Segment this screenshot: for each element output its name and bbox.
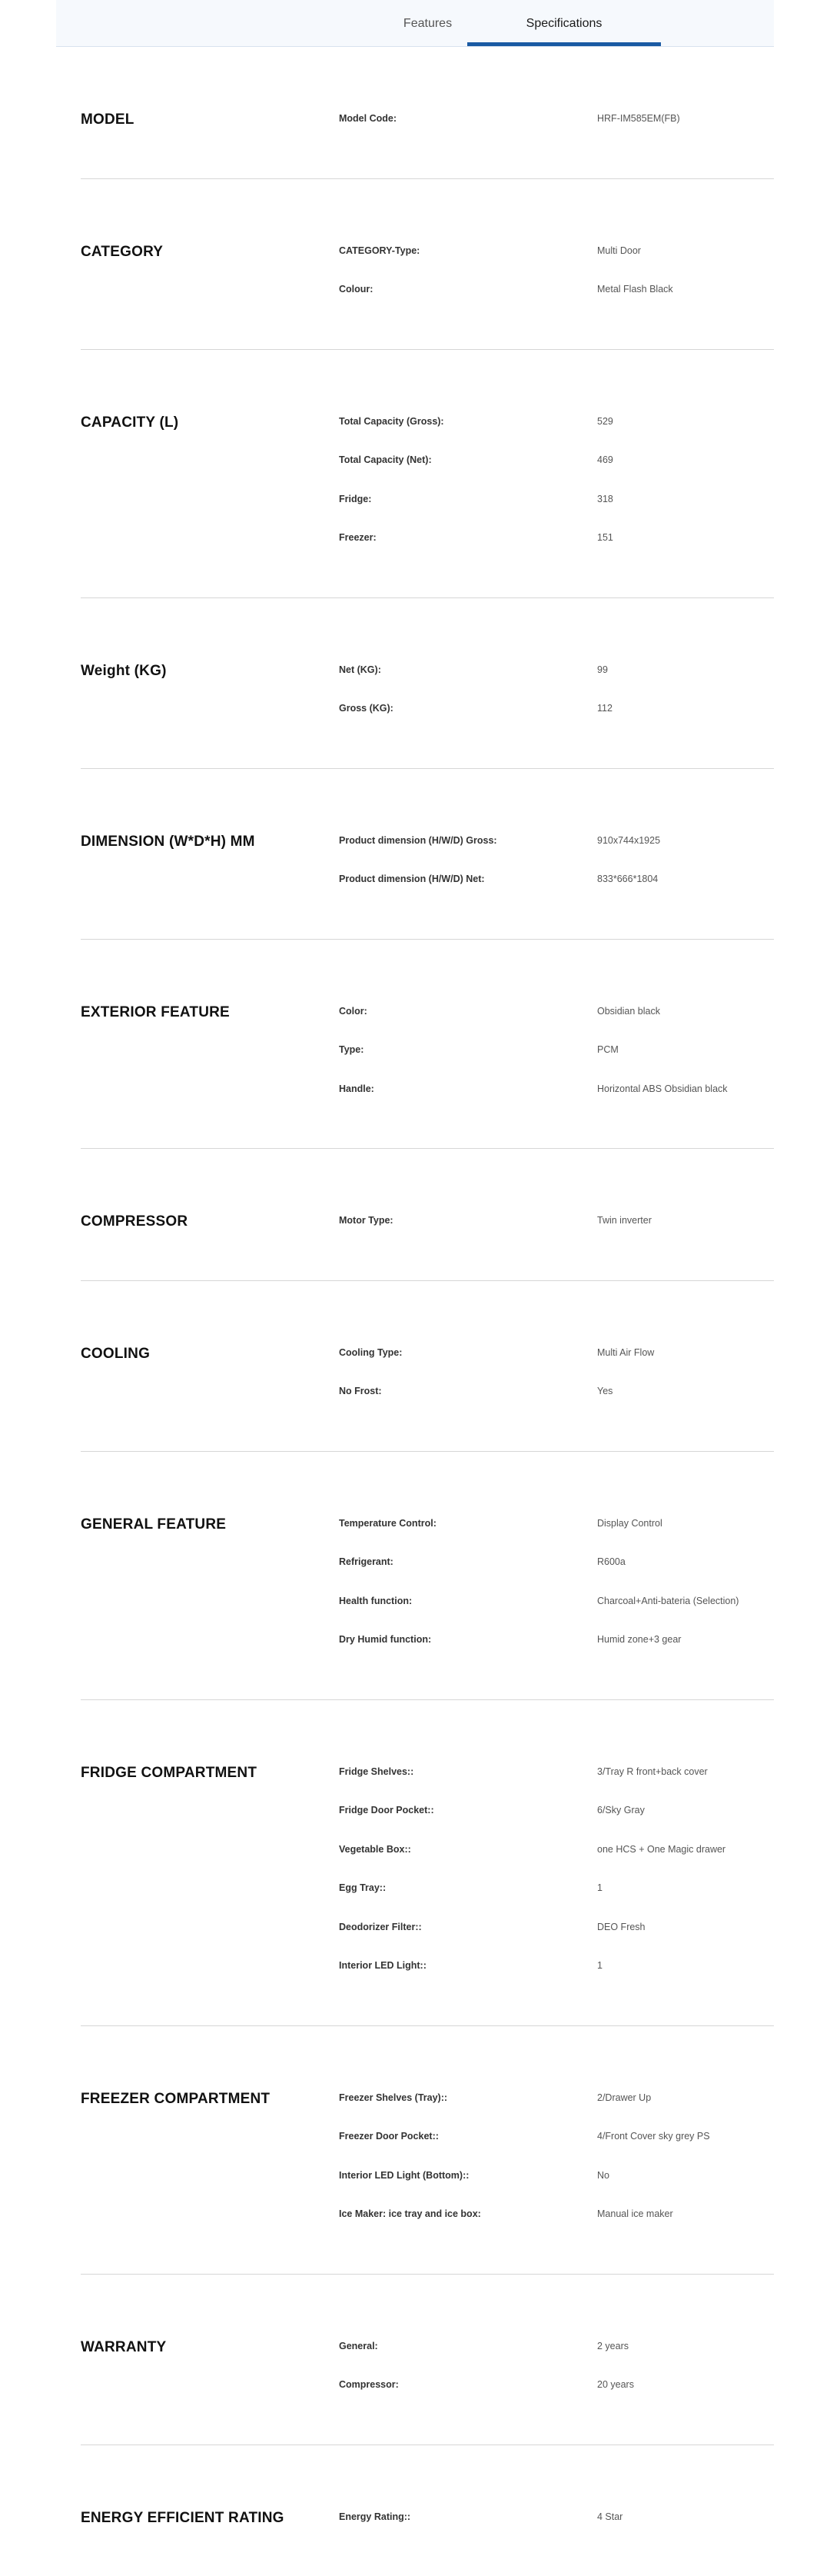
spec-label: Colour: — [339, 283, 373, 295]
spec-row — [81, 531, 774, 571]
spec-row — [81, 1921, 774, 1960]
spec-row — [81, 2378, 774, 2418]
spec-label: CATEGORY-Type: — [339, 245, 420, 257]
spec-label: General: — [339, 2340, 378, 2352]
spec-row — [81, 1633, 774, 1672]
spec-row — [81, 1766, 774, 1805]
spec-label: No Frost: — [339, 1385, 382, 1397]
spec-section-warranty — [81, 2275, 774, 2445]
spec-row — [81, 873, 774, 912]
section-title: MODEL — [81, 111, 134, 128]
spec-label: Motor Type: — [339, 1214, 393, 1226]
spec-value: Multi Air Flow — [597, 1346, 654, 1359]
spec-row — [81, 1005, 774, 1044]
spec-row — [81, 1843, 774, 1882]
spec-label: Handle: — [339, 1083, 374, 1095]
tab-features[interactable]: Features — [348, 0, 507, 47]
spec-label: Energy Rating:: — [339, 2511, 410, 2523]
spec-value: 3/Tray R front+back cover — [597, 1766, 708, 1778]
section-title: WARRANTY — [81, 2339, 166, 2356]
spec-row — [81, 1556, 774, 1595]
spec-row — [81, 664, 774, 703]
spec-row — [81, 112, 774, 151]
spec-value: 20 years — [597, 2378, 634, 2391]
spec-row — [81, 1882, 774, 1921]
spec-label: Ice Maker: ice tray and ice box: — [339, 2208, 481, 2220]
spec-row — [81, 245, 774, 284]
section-title: FRIDGE COMPARTMENT — [81, 1765, 257, 1782]
spec-value: 151 — [597, 531, 613, 544]
section-title: EXTERIOR FEATURE — [81, 1004, 230, 1021]
section-title: GENERAL FEATURE — [81, 1516, 226, 1533]
spec-row — [81, 2092, 774, 2131]
spec-section-category — [81, 179, 774, 350]
spec-label: Compressor: — [339, 2378, 399, 2391]
tab-bar — [56, 0, 774, 47]
spec-row — [81, 1083, 774, 1122]
spec-section-exterior-feature — [81, 940, 774, 1150]
spec-row — [81, 1517, 774, 1556]
section-title: Weight (KG) — [81, 663, 167, 680]
spec-row — [81, 493, 774, 532]
specifications-list — [81, 47, 774, 2576]
active-tab-indicator — [467, 42, 661, 46]
spec-label: Product dimension (H/W/D) Gross: — [339, 834, 497, 847]
spec-label: Cooling Type: — [339, 1346, 402, 1359]
spec-row — [81, 1959, 774, 1999]
spec-label: Type: — [339, 1043, 364, 1056]
spec-label: Fridge Door Pocket:: — [339, 1804, 434, 1816]
spec-row — [81, 283, 774, 322]
spec-value: Humid zone+3 gear — [597, 1633, 681, 1646]
spec-label: Fridge Shelves:: — [339, 1766, 413, 1778]
spec-label: Gross (KG): — [339, 702, 393, 714]
spec-row — [81, 2511, 774, 2550]
spec-section-energy-efficient-rating — [81, 2445, 774, 2576]
section-title: COMPRESSOR — [81, 1213, 188, 1230]
spec-row — [81, 1804, 774, 1843]
spec-section-compressor — [81, 1149, 774, 1281]
spec-value: Metal Flash Black — [597, 283, 673, 295]
section-title: FREEZER COMPARTMENT — [81, 2091, 270, 2108]
spec-row — [81, 2208, 774, 2247]
spec-row — [81, 2130, 774, 2169]
spec-value: 2/Drawer Up — [597, 2092, 651, 2104]
spec-value: DEO Fresh — [597, 1921, 646, 1933]
spec-row — [81, 1214, 774, 1253]
spec-value: R600a — [597, 1556, 626, 1568]
spec-row — [81, 1385, 774, 1424]
spec-value: HRF-IM585EM(FB) — [597, 112, 680, 125]
spec-label: Temperature Control: — [339, 1517, 437, 1529]
section-title: COOLING — [81, 1346, 150, 1363]
spec-value: PCM — [597, 1043, 619, 1056]
spec-value: 99 — [597, 664, 608, 676]
spec-section-fridge-compartment — [81, 1700, 774, 2026]
spec-value: 1 — [597, 1882, 603, 1894]
spec-section-capacity-l — [81, 350, 774, 598]
spec-label: Color: — [339, 1005, 367, 1017]
spec-row — [81, 2340, 774, 2379]
spec-value: Display Control — [597, 1517, 662, 1529]
spec-row — [81, 454, 774, 493]
spec-label: Freezer: — [339, 531, 377, 544]
spec-value: Yes — [597, 1385, 613, 1397]
spec-value: 318 — [597, 493, 613, 505]
section-title: DIMENSION (W*D*H) MM — [81, 834, 255, 850]
spec-row — [81, 2169, 774, 2208]
spec-value: Multi Door — [597, 245, 641, 257]
spec-label: Freezer Shelves (Tray):: — [339, 2092, 447, 2104]
spec-label: Net (KG): — [339, 664, 381, 676]
spec-value: 529 — [597, 415, 613, 428]
spec-value: 6/Sky Gray — [597, 1804, 645, 1816]
spec-row — [81, 1043, 774, 1083]
spec-section-model — [81, 47, 774, 179]
spec-label: Freezer Door Pocket:: — [339, 2130, 439, 2142]
spec-row — [81, 1346, 774, 1386]
spec-value: No — [597, 2169, 609, 2182]
spec-value: one HCS + One Magic drawer — [597, 1843, 725, 1855]
spec-value: 469 — [597, 454, 613, 466]
spec-section-weight-kg — [81, 598, 774, 769]
spec-value: Charcoal+Anti-bateria (Selection) — [597, 1595, 739, 1607]
spec-label: Total Capacity (Net): — [339, 454, 432, 466]
spec-section-freezer-compartment — [81, 2026, 774, 2275]
spec-row — [81, 415, 774, 454]
spec-value: Twin inverter — [597, 1214, 652, 1226]
spec-label: Deodorizer Filter:: — [339, 1921, 422, 1933]
spec-label: Total Capacity (Gross): — [339, 415, 444, 428]
spec-value: 2 years — [597, 2340, 629, 2352]
spec-label: Dry Humid function: — [339, 1633, 431, 1646]
spec-value: Obsidian black — [597, 1005, 660, 1017]
spec-label: Egg Tray:: — [339, 1882, 386, 1894]
spec-label: Health function: — [339, 1595, 412, 1607]
tab-specifications[interactable]: Specifications — [467, 0, 661, 47]
spec-label: Refrigerant: — [339, 1556, 393, 1568]
spec-value: 833*666*1804 — [597, 873, 658, 885]
spec-label: Interior LED Light:: — [339, 1959, 427, 1972]
spec-section-dimension-w-d-h-mm — [81, 769, 774, 940]
spec-label: Model Code: — [339, 112, 397, 125]
spec-row — [81, 834, 774, 874]
section-title: CATEGORY — [81, 244, 163, 261]
spec-section-general-feature — [81, 1452, 774, 1700]
spec-label: Vegetable Box:: — [339, 1843, 411, 1855]
spec-label: Product dimension (H/W/D) Net: — [339, 873, 485, 885]
spec-value: 910x744x1925 — [597, 834, 660, 847]
spec-label: Interior LED Light (Bottom):: — [339, 2169, 469, 2182]
section-title: ENERGY EFFICIENT RATING — [81, 2510, 284, 2527]
spec-value: 1 — [597, 1959, 603, 1972]
spec-value: Horizontal ABS Obsidian black — [597, 1083, 728, 1095]
spec-value: 4 Star — [597, 2511, 622, 2523]
spec-row — [81, 1595, 774, 1634]
spec-section-cooling — [81, 1281, 774, 1452]
spec-value: 4/Front Cover sky grey PS — [597, 2130, 710, 2142]
spec-value: Manual ice maker — [597, 2208, 673, 2220]
spec-row — [81, 702, 774, 741]
section-title: CAPACITY (L) — [81, 414, 178, 431]
spec-value: 112 — [597, 702, 613, 714]
spec-label: Fridge: — [339, 493, 371, 505]
